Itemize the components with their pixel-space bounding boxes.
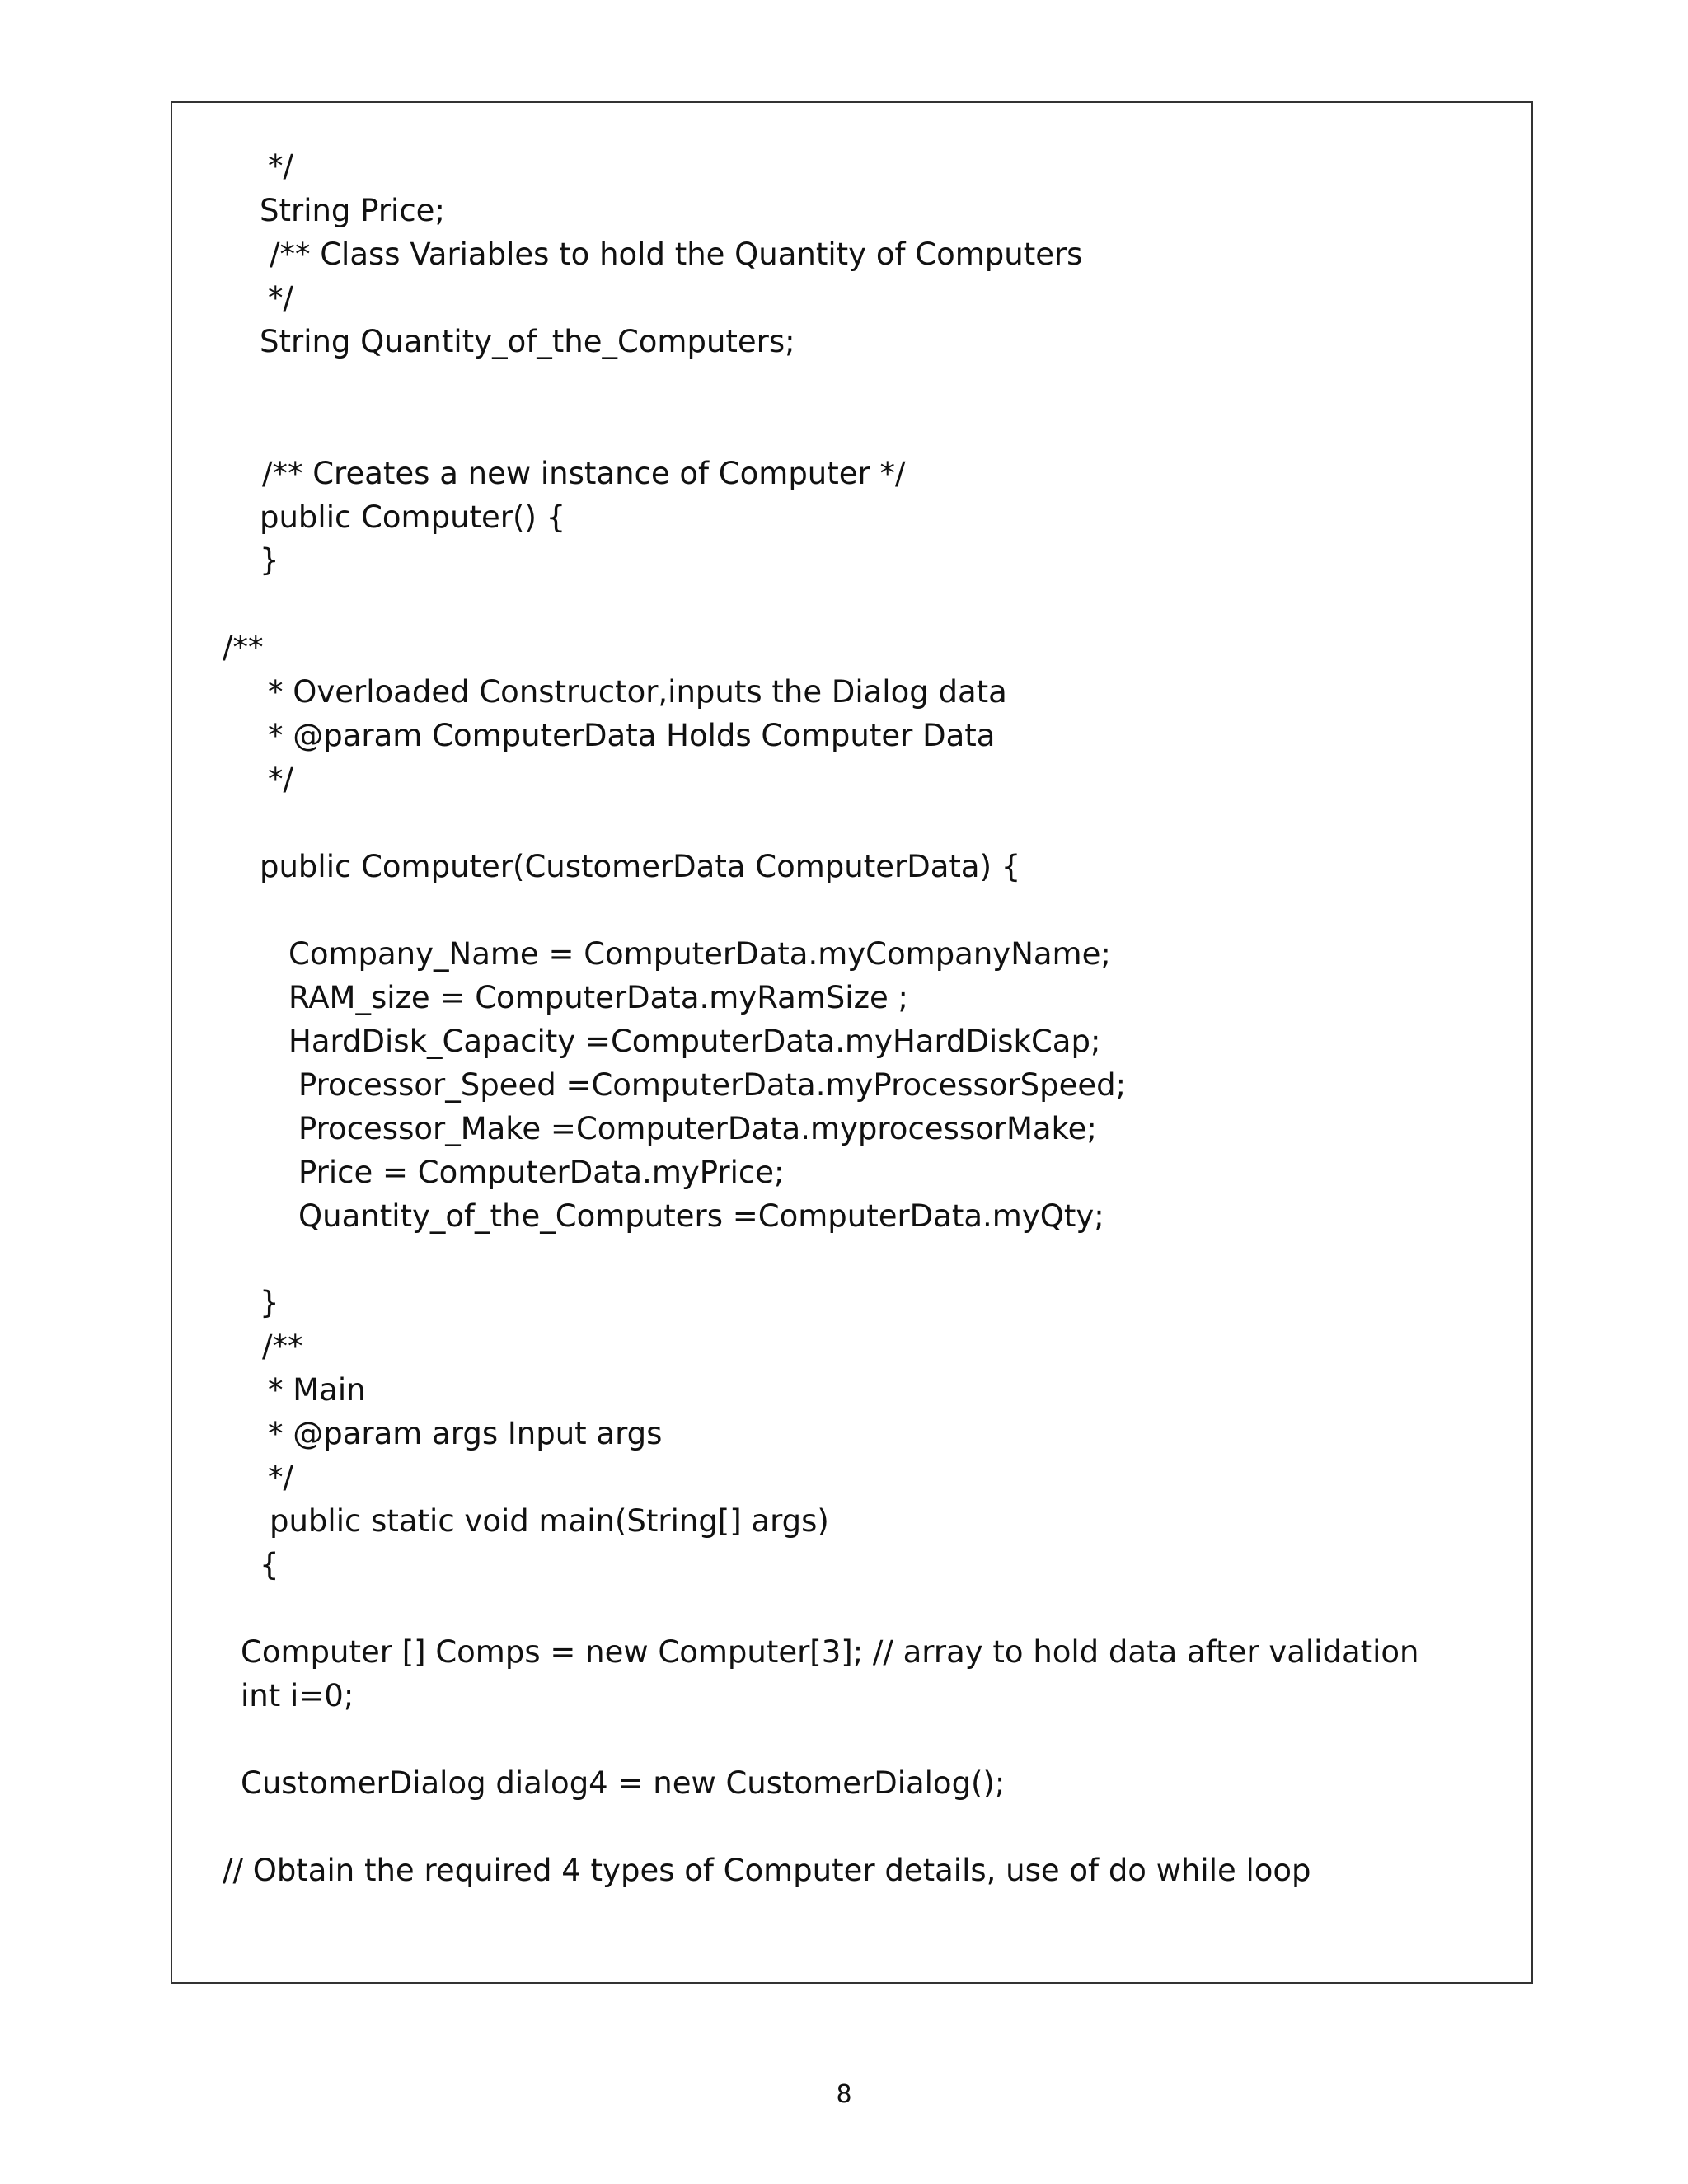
code-line: public Computer() { <box>260 499 566 535</box>
code-line: Company_Name = ComputerData.myCompanyName; <box>288 936 1111 972</box>
code-line: // Obtain the required 4 types of Computer details, use of do while loop <box>223 1853 1311 1888</box>
code-line: * @param args Input args <box>268 1416 663 1451</box>
code-line: Processor_Speed =ComputerData.myProcessorSpeed; <box>298 1067 1127 1103</box>
code-line: Computer [] Comps = new Computer[3]; // array to hold data after validation <box>241 1634 1419 1670</box>
code-line: public Computer(CustomerData ComputerData) { <box>260 849 1021 884</box>
code-line: HardDisk_Capacity =ComputerData.myHardDiskCap; <box>288 1024 1101 1059</box>
code-line: /** Class Variables to hold the Quantity of Computers <box>270 237 1083 272</box>
code-line: int i=0; <box>241 1678 354 1713</box>
code-line: } <box>260 1285 279 1320</box>
code-line: */ <box>268 1460 293 1495</box>
code-line: * @param ComputerData Holds Computer Data <box>268 718 996 753</box>
code-line: { <box>260 1547 279 1582</box>
code-line: Price = ComputerData.myPrice; <box>298 1155 785 1190</box>
code-line: /** Creates a new instance of Computer */ <box>262 456 906 491</box>
code-line: CustomerDialog dialog4 = new CustomerDialog(); <box>241 1765 1006 1801</box>
code-line: String Price; <box>260 193 445 228</box>
code-line: Processor_Make =ComputerData.myprocessorMake; <box>298 1111 1097 1146</box>
code-line: } <box>260 542 279 578</box>
code-line: * Overloaded Constructor,inputs the Dialog data <box>268 674 1007 710</box>
code-line: String Quantity_of_the_Computers; <box>260 324 795 359</box>
code-line: */ <box>268 762 293 797</box>
code-line: /** <box>223 630 264 665</box>
code-line: /** <box>262 1329 303 1364</box>
code-line: public static void main(String[] args) <box>270 1503 829 1539</box>
code-line: RAM_size = ComputerData.myRamSize ; <box>288 980 908 1015</box>
code-line: Quantity_of_the_Computers =ComputerData.myQty; <box>298 1198 1104 1234</box>
code-line: */ <box>268 148 293 184</box>
code-line: */ <box>268 280 293 316</box>
page-number: 8 <box>836 2080 852 2109</box>
code-line: * Main <box>268 1372 366 1408</box>
